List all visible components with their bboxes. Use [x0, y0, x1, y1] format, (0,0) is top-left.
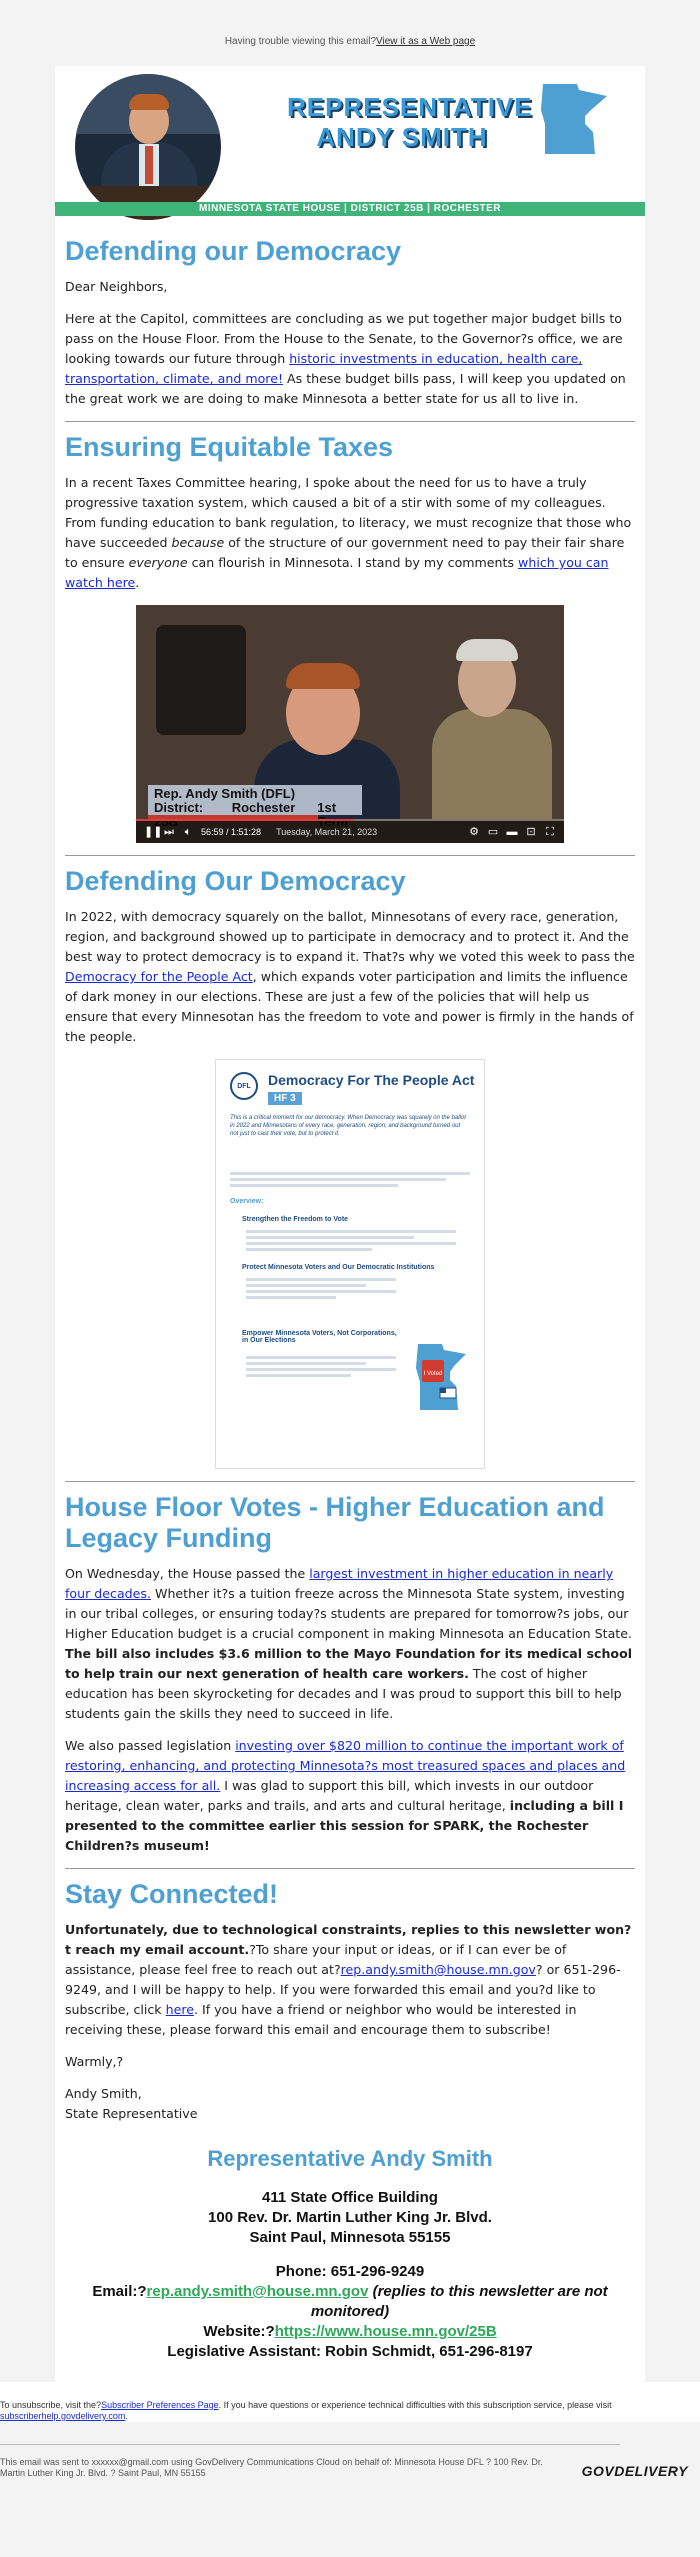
divider: [65, 855, 635, 856]
footer-address-3: Saint Paul, Minnesota 55155: [249, 2229, 451, 2246]
subscriber-preferences-link[interactable]: Subscriber Preferences Page: [101, 2400, 219, 2410]
cast-icon[interactable]: ⊡: [526, 826, 536, 838]
flyer-title: Democracy For The People Act: [268, 1072, 475, 1088]
flyer-heading-1: Strengthen the Freedom to Vote: [242, 1216, 349, 1223]
flyer-intro: This is a critical moment for our democracy. When Democracy was squarely on the ballot in 2022 and Minnesotans of every race, generation, region, and background turned out not just to cast their vote, but to protect it.: [230, 1115, 466, 1137]
footer-website-link[interactable]: https://www.house.mn.gov/25B: [274, 2323, 497, 2340]
historic-investments-link[interactable]: historic investments in education, health care, transportation, climate, and more!: [65, 351, 583, 386]
video-time: 56:59 / 1:51:28: [201, 827, 262, 837]
subscriber-help-link[interactable]: subscriberhelp.govdelivery.com: [0, 2411, 126, 2421]
miniplayer-icon[interactable]: ▭: [487, 826, 499, 838]
next-icon[interactable]: ⏭: [164, 826, 174, 838]
video-date-overlay: Tuesday, March 21, 2023: [276, 827, 378, 837]
dfl-logo: DFL: [230, 1072, 258, 1100]
legacy-funding-link[interactable]: investing over $820 million to continue the important work of restoring, enhancing, and protecting Minnesota?s most treasured spaces and places and increasing access for all.: [65, 1738, 626, 1793]
footer-name: Representative Andy Smith: [207, 2146, 493, 2171]
section-title-taxes: Ensuring Equitable Taxes: [65, 432, 394, 462]
flyer-heading-2: Protect Minnesota Voters and Our Democratic Institutions: [242, 1264, 435, 1271]
signature-name: Andy Smith,: [65, 2086, 142, 2101]
video-lower-third: Rep. Andy Smith (DFL) District: Rochester 1st: [148, 785, 362, 815]
section-title-democracy-act: Defending Our Democracy: [65, 866, 406, 896]
banner-title: REPRESENTATIVE ANDY SMITH: [287, 92, 533, 152]
footer-address-2: 100 Rev. Dr. Martin Luther King Jr. Blvd.: [208, 2209, 492, 2226]
theater-icon[interactable]: ▬: [506, 826, 518, 838]
footer-website: Website:?https://www.house.mn.gov/25B: [203, 2323, 497, 2340]
paragraph-higher-ed: On Wednesday, the House passed the largest investment in higher education in nearly four decades. Whether it?s a tuition freeze across the Minnesota State system, investing in our tribal colleges, or ensuring today?s students are prepared for tomorrow?s jobs, our Higher Education budget is a crucial component in making Minnesota an Education State. The bill also includes $3.6 million to the Mayo Foundation for its medical school to help train our next generation of health care workers. The cost of higher education has been skyrocketing for decades and I was proud to support this bill to help students gain the skills they need to succeed in life.: [65, 1566, 633, 1721]
pause-icon[interactable]: ❚❚: [144, 826, 163, 838]
unsubscribe-notice: To unsubscribe, visit the?Subscriber Preferences Page. If you have questions or experience technical difficulties with this subscription service, please visit subscriberhelp.govdelivery.com.: [0, 2382, 700, 2422]
minnesota-state-icon: [533, 80, 611, 158]
higher-ed-investment-link[interactable]: largest investment in higher education in nearly four decades.: [65, 1566, 614, 1601]
section-title-floor-votes: House Floor Votes - Higher Education and Legacy Funding: [65, 1492, 605, 1553]
view-web-page-link[interactable]: View it as a Web page: [376, 36, 476, 47]
trouble-text: Having trouble viewing this email?: [224, 36, 377, 47]
hearing-video-player[interactable]: [136, 605, 564, 843]
flyer-heading-3: Empower Minnesota Voters, Not Corporations, in Our Elections: [242, 1330, 397, 1344]
flyer-bill-badge: HF 3: [268, 1092, 302, 1105]
closing-warmly: Warmly,?: [65, 2054, 124, 2069]
paragraph-budget: Here at the Capitol, committees are concluding as we put together major budget bills to pass on the House Floor. From the House to the Senate, to the Governor?s office, we are looking towards our future through historic investments in education, health care, transportation, climate, and more! As these budget bills pass, I will keep you updated on the great work we are doing to make Minnesota a better state for us all to live in.: [65, 311, 626, 406]
paragraph-democracy: In 2022, with democracy squarely on the ballot, Minnesotans of every race, generation, region, and background showed up to participate in democracy and to protect it. And the best way to protect democracy is to expand it. That?s why we voted this week to pass the Democracy for the People Act, which expands voter participation and limits the influence of dark money in our elections. These are just a few of the policies that will help us ensure that every Minnesotan has the freedom to vote and power is firmly in the hands of the people.: [65, 909, 635, 1044]
democracy-act-flyer: [215, 1059, 485, 1469]
banner-district-strip: MINNESOTA STATE HOUSE | DISTRICT 25B | ROCHESTER: [55, 202, 645, 216]
footer-phone: Phone: 651-296-9249: [275, 2263, 425, 2280]
greeting: Dear Neighbors,: [65, 279, 168, 294]
email-link[interactable]: rep.andy.smith@house.mn.gov: [340, 1962, 536, 1977]
paragraph-contact: Unfortunately, due to technological constraints, replies to this newsletter won?t reach my email account.?To share your input or ideas, or if I can ever be of assistance, please feel free to reach out at?rep.andy.smith@house.mn.gov? or 651-296-9249, and I will be happy to help. If you were forwarded this email and you?d like to subscribe, click here. If you have a friend or neighbor who would be interested in receiving these, please forward this email and encourage them to subscribe!: [65, 1922, 632, 2037]
paragraph-legacy: We also passed legislation investing over $820 million to continue the important work of restoring, enhancing, and protecting Minnesota?s most treasured spaces and places and increasing access for all. I was glad to support this bill, which invests in our outdoor heritage, clean water, parks and trails, and arts and cultural heritage, including a bill I presented to the committee earlier this session for SPARK, the Rochester Children?s museum!: [65, 1738, 626, 1853]
divider: [65, 1481, 635, 1482]
i-voted-sticker: I Voted: [423, 1371, 443, 1377]
paragraph-taxes: In a recent Taxes Committee hearing, I spoke about the need for us to have a truly progressive taxation system, which caused a bit of a stir with some of my colleagues. From funding education to bank regulation, to literacy, we must recognize that those who have succeeded because of the structure of our government need to pay their fair share to ensure everyone can flourish in Minnesota. I stand by my comments which you can watch here.: [65, 475, 632, 590]
fullscreen-icon[interactable]: ⛶: [546, 826, 554, 838]
govdelivery-logo: GOVDELIVERY: [581, 2463, 688, 2479]
watch-here-link[interactable]: which you can watch here: [65, 555, 609, 590]
flyer-overview: Overview:: [230, 1198, 264, 1205]
democracy-act-link[interactable]: Democracy for the People Act: [65, 969, 253, 984]
video-controls: [136, 821, 564, 843]
divider: [65, 421, 635, 422]
email-view-notice: [0, 0, 700, 58]
footer-address-1: 411 State Office Building: [262, 2189, 438, 2206]
contact-footer: [65, 2146, 635, 2362]
signature-title: State Representative: [65, 2106, 198, 2121]
minnesota-map-icon: [412, 1342, 468, 1412]
subscribe-here-link[interactable]: here: [165, 2002, 194, 2017]
portrait-photo: [75, 74, 221, 220]
govdelivery-text: This email was sent to xxxxxx@gmail.com using GovDelivery Communications Cloud on behalf of: Minnesota House DFL ? 100 Rev. Dr. Martin Luther King Jr. Blvd. ? Saint Paul, MN 55155: [0, 2457, 543, 2478]
footer-assistant: Legislative Assistant: Robin Schmidt, 651-296-8197: [167, 2343, 533, 2360]
section-title-stay-connected: Stay Connected!: [65, 1879, 279, 1909]
volume-icon[interactable]: 🔈︎: [184, 826, 192, 838]
section-title-democracy: Defending our Democracy: [65, 236, 402, 266]
settings-icon[interactable]: ⚙: [469, 826, 479, 838]
footer-email-link[interactable]: rep.andy.smith@house.mn.gov: [146, 2283, 369, 2300]
header-banner: [55, 66, 645, 216]
govdelivery-footer: [0, 2422, 700, 2479]
newsletter-body: [55, 216, 645, 2382]
footer-email: Email:?rep.andy.smith@house.mn.gov (replies to this newsletter are not monitored): [92, 2283, 608, 2320]
divider: [65, 1868, 635, 1869]
